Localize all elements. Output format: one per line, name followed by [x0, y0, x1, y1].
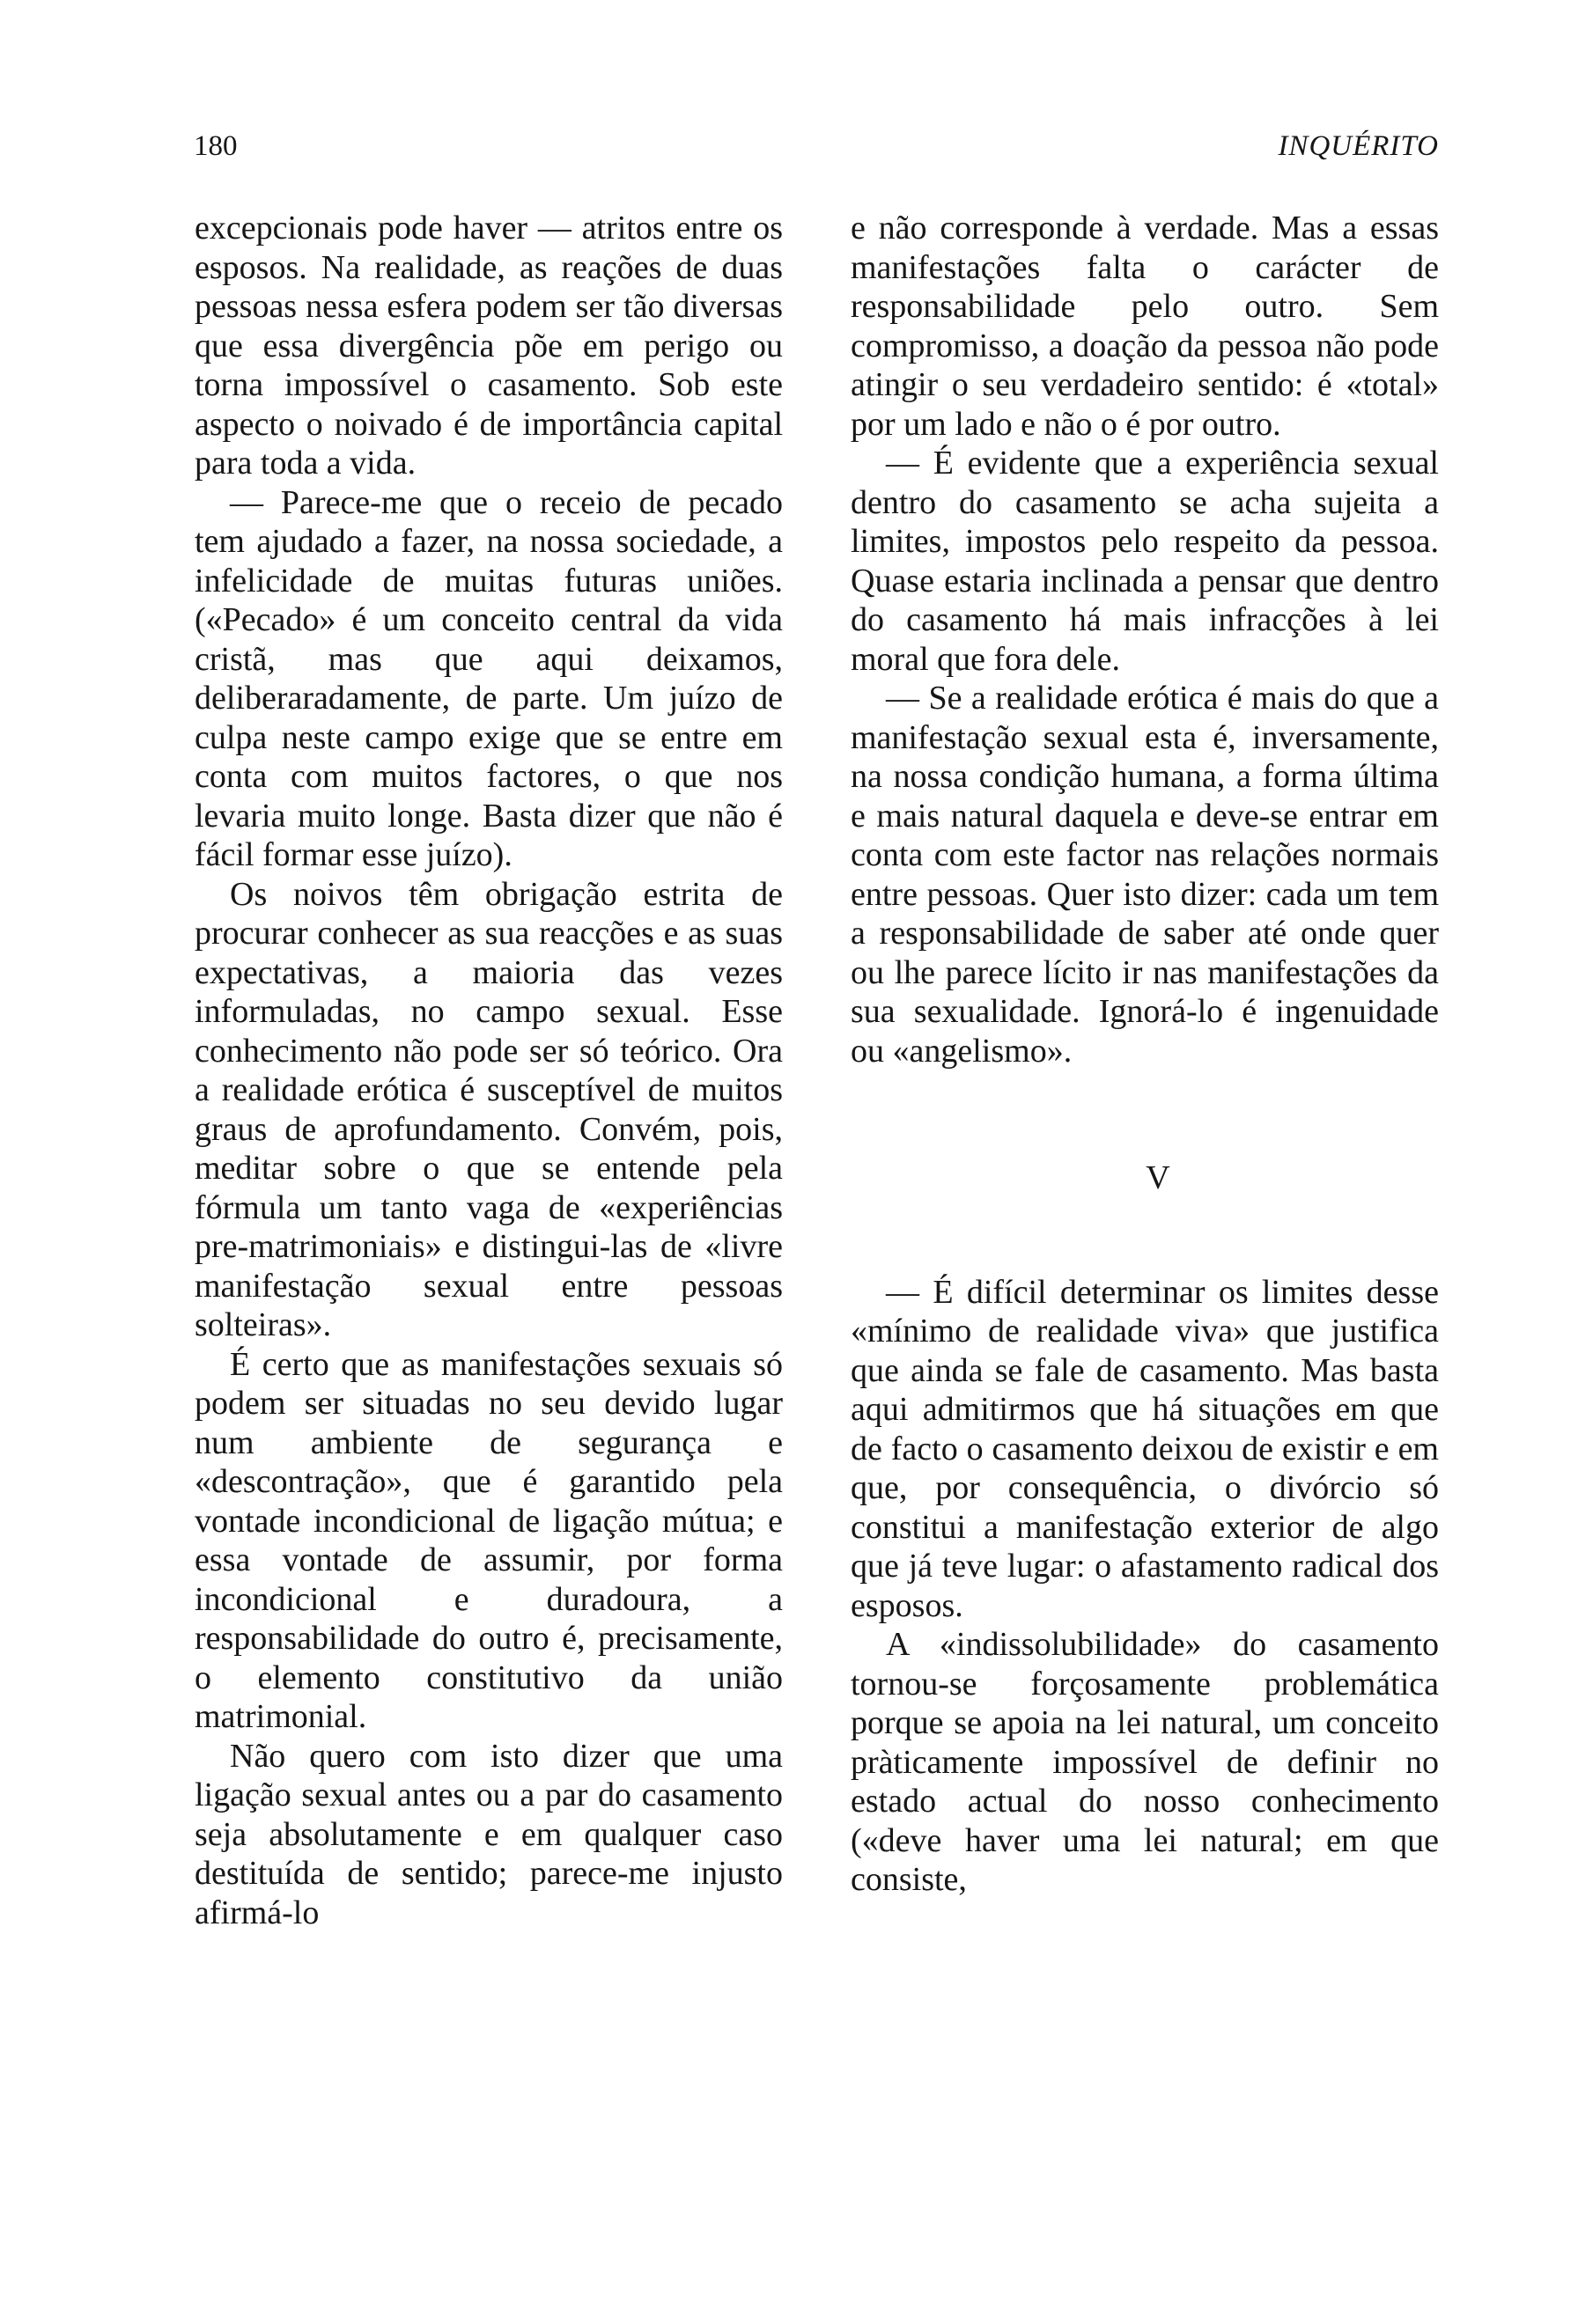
- paragraph: e não corresponde à verdade. Mas a essas manifestações falta o carácter de responsabilidade pelo outro. Sem compromisso, a doação da pessoa não pode atingir o seu verdadeiro sentido: é «total» por um lado e não o é por outro.: [851, 210, 1439, 443]
- section-heading: V: [1146, 1159, 1170, 1196]
- paragraph: — Parece-me que o receio de pecado tem ajudado a fazer, na nossa sociedade, a infelicidade de muitas futuras uniões. («Pecado» é um conceito central da vida cristã, mas que aqui deixamos, deliberaradamente, de parte. Um juízo de culpa neste campo exige que se entre em conta com muitos factores, o que nos levaria muito longe. Basta dizer que não é fácil formar esse juízo).: [195, 483, 783, 873]
- right-column: [851, 209, 1439, 1900]
- paragraph: — É evidente que a experiência sexual dentro do casamento se acha sujeita a limites, impostos pelo respeito da pessoa. Quase estaria inclinada a pensar que dentro do casamento há mais infracções à lei moral que fora dele.: [851, 445, 1439, 678]
- paragraph: — Se a realidade erótica é mais do que a manifestação sexual esta é, inversamente, na nossa condição humana, a forma última e mais natural daquela e deve-se entrar em conta com este factor nas relações normais entre pessoas. Quer isto dizer: cada um tem a responsabilidade de saber até onde quer ou lhe parece lícito ir nas manifestações da sua sexualidade. Ignorá-lo é ingenuidade ou «angelismo».: [851, 680, 1439, 1070]
- paragraph: Não quero com isto dizer que uma ligação sexual antes ou a par do casamento seja absolutamente e em qualquer caso destituída de sentido; parece-me injusto afirmá-lo: [195, 1737, 783, 1931]
- running-head: INQUÉRITO: [1278, 130, 1439, 162]
- paragraph: excepcionais pode haver — atritos entre os esposos. Na realidade, as reações de duas pessoas nessa esfera podem ser tão diversas que essa divergência põe em perigo ou torna impossível o casamento. Sob este aspecto o noivado é de importância capital para toda a vida.: [195, 210, 783, 482]
- paragraph: É certo que as manifestações sexuais só podem ser situadas no seu devido lugar num ambiente de segurança e «descontração», que é garantido pela vontade incondicional de ligação mútua; e essa vontade de assumir, por forma incondicional e duradoura, a responsabilidade do outro é, precisamente, o elemento constitutivo da união matrimonial.: [195, 1345, 783, 1735]
- paragraph: Os noivos têm obrigação estrita de procurar conhecer as sua reacções e as suas expectativas, a maioria das vezes informuladas, no campo sexual. Esse conhecimento não pode ser só teórico. Ora a realidade erótica é susceptível de muitos graus de aprofundamento. Convém, pois, meditar sobre o que se entende pela fórmula um tanto vaga de «experiências pre-matrimoniais» e distingui-las de «livre manifestação sexual entre pessoas solteiras».: [195, 875, 783, 1343]
- paragraph: — É difícil determinar os limites desse «mínimo de realidade viva» que justifica que ainda se fale de casamento. Mas basta aqui admitirmos que há situações em que de facto o casamento deixou de existir e em que, por consequência, o divórcio só constitui a manifestação exterior de algo que já teve lugar: o afastamento radical dos esposos.: [851, 1273, 1439, 1624]
- left-column: [195, 209, 783, 1932]
- paragraph: A «indissolubilidade» do casamento tornou-se forçosamente problemática porque se apoia na lei natural, um conceito pràticamente impossível de definir no estado actual do nosso conhecimento («deve haver uma lei natural; em que consiste,: [851, 1626, 1439, 1898]
- page-number: 180: [194, 130, 238, 162]
